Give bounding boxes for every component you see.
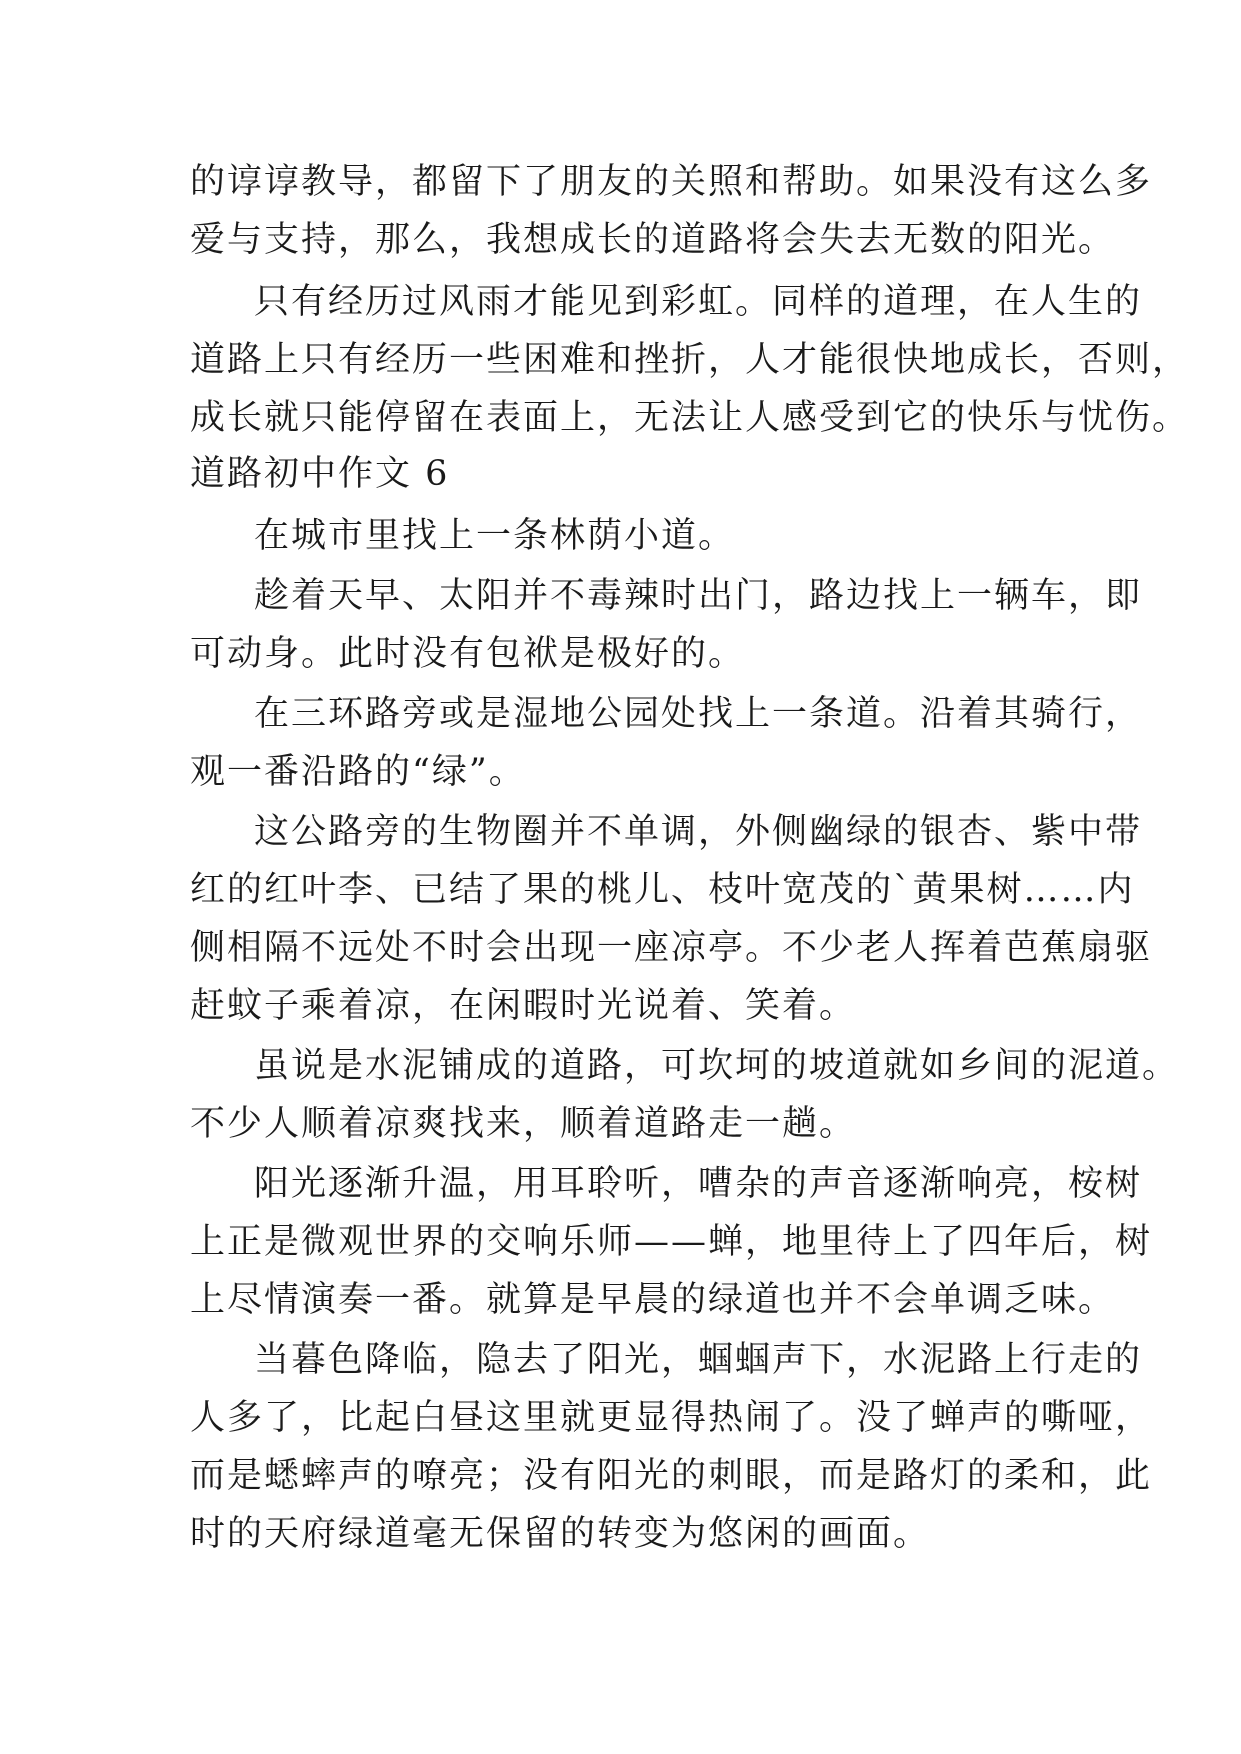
paragraph-line: 可动身。此时没有包袱是极好的。 <box>190 634 746 674</box>
paragraph-line: 爱与支持，那么，我想成长的道路将会失去无数的阳光。 <box>190 220 1116 260</box>
paragraph-line: 这公路旁的生物圈并不单调，外侧幽绿的银杏、紫中带 <box>254 812 1143 852</box>
paragraph-line: 而是蟋蟀声的嘹亮；没有阳光的刺眼，而是路灯的柔和，此 <box>190 1456 1153 1496</box>
paragraph-line: 成长就只能停留在表面上，无法让人感受到它的快乐与忧伤。 <box>190 398 1190 438</box>
paragraph-line: 上正是微观世界的交响乐师——蝉，地里待上了四年后，树 <box>190 1222 1153 1262</box>
paragraph-line: 红的红叶李、已结了果的桃儿、枝叶宽茂的`黄果树……内 <box>190 870 1135 910</box>
paragraph-line: 在城市里找上一条林荫小道。 <box>254 516 736 556</box>
paragraph-line: 观一番沿路的“绿”。 <box>190 752 526 792</box>
paragraph-line: 趁着天早、太阳并不毒辣时出门，路边找上一辆车，即 <box>254 576 1143 616</box>
paragraph-line: 当暮色降临，隐去了阳光，蝈蝈声下，水泥路上行走的 <box>254 1340 1143 1380</box>
paragraph-line: 只有经历过风雨才能见到彩虹。同样的道理，在人生的 <box>254 282 1143 322</box>
paragraph-line: 不少人顺着凉爽找来，顺着道路走一趟。 <box>190 1104 857 1144</box>
paragraph-line: 赶蚊子乘着凉，在闲暇时光说着、笑着。 <box>190 986 857 1026</box>
paragraph-line: 人多了，比起白昼这里就更显得热闹了。没了蝉声的嘶哑， <box>190 1398 1153 1438</box>
paragraph-line: 阳光逐渐升温，用耳聆听，嘈杂的声音逐渐响亮，桉树 <box>254 1164 1143 1204</box>
paragraph-line: 上尽情演奏一番。就算是早晨的绿道也并不会单调乏味。 <box>190 1280 1116 1320</box>
paragraph-line: 在三环路旁或是湿地公园处找上一条道。沿着其骑行， <box>254 694 1143 734</box>
paragraph-line: 时的天府绿道毫无保留的转变为悠闲的画面。 <box>190 1514 931 1554</box>
paragraph-line: 侧相隔不远处不时会出现一座凉亭。不少老人挥着芭蕉扇驱 <box>190 928 1153 968</box>
paragraph-line: 的谆谆教导，都留下了朋友的关照和帮助。如果没有这么多 <box>190 162 1153 202</box>
paragraph-line: 道路上只有经历一些困难和挫折，人才能很快地成长，否则， <box>190 340 1190 380</box>
paragraph-line: 虽说是水泥铺成的道路，可坎坷的坡道就如乡间的泥道。 <box>254 1046 1180 1086</box>
section-heading: 道路初中作文 6 <box>190 454 450 494</box>
